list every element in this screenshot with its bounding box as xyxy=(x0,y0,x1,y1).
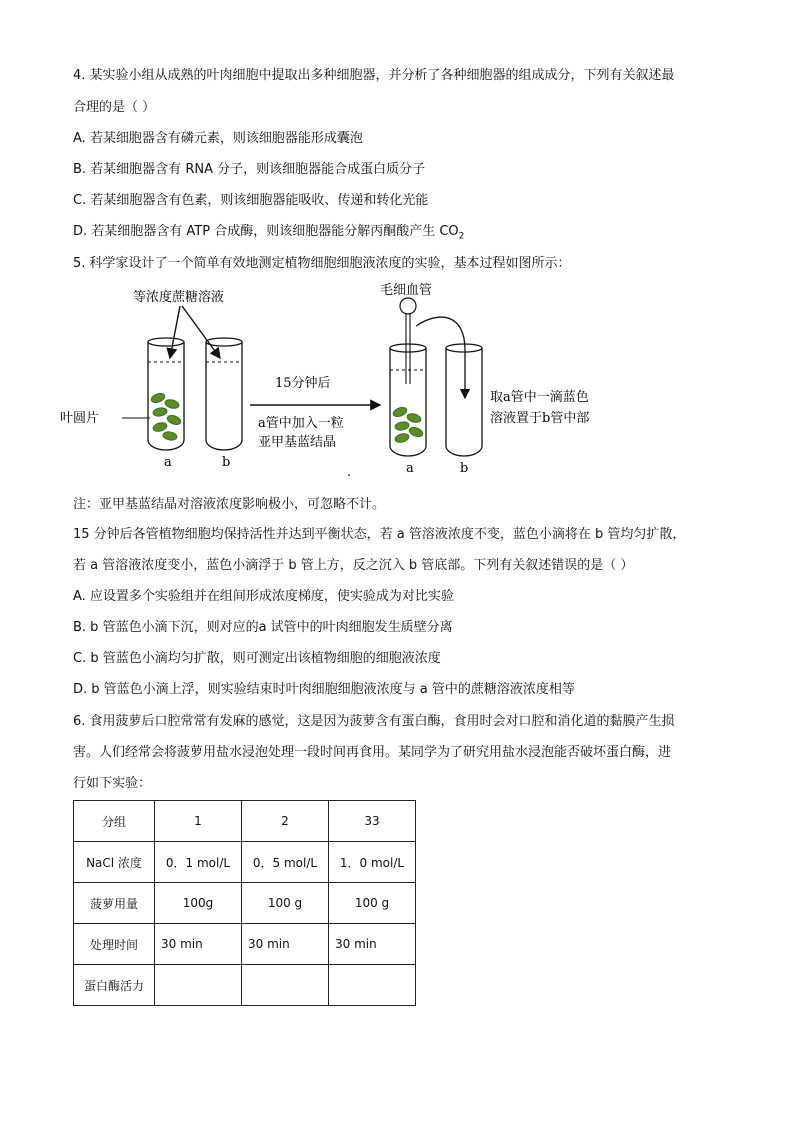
label-tube-b-left: b xyxy=(222,455,231,470)
q4-option-d-subscript: 2 xyxy=(458,231,465,242)
q4-option-a: A. 若某细胞器含有磷元素，则该细胞器能形成囊泡 xyxy=(73,131,363,146)
arrow-to-tube-b xyxy=(182,306,220,358)
q5-option-d: D. b 管蓝色小滴上浮，则实验结束时叶肉细胞细胞液浓度与 a 管中的蔗糖溶液浓度相等 xyxy=(73,682,575,697)
q5-option-c: C. b 管蓝色小滴均匀扩散，则可测定出该植物细胞的细胞液浓度 xyxy=(73,651,441,666)
table-cell xyxy=(329,965,416,1006)
table-row xyxy=(74,883,416,924)
table-cell: 0．5 mol/L xyxy=(242,842,329,883)
table-cell: 30 min xyxy=(329,924,416,965)
q6-stem-line2: 害。人们经常会将菠萝用盐水浸泡处理一段时间再食用。某同学为了研究用盐水浸泡能否破坏蛋白酶，进 xyxy=(73,745,672,760)
q4-option-d xyxy=(73,223,464,246)
label-tube-b-right: b xyxy=(460,461,469,476)
leaf-discs-right xyxy=(392,406,424,444)
table-cell: 蛋白酶活力 xyxy=(74,965,155,1006)
q5-option-b: B. b 管蓝色小滴下沉，则对应的a 试管中的叶肉细胞发生质壁分离 xyxy=(73,620,453,635)
q5-figure xyxy=(60,280,720,480)
q4-stem-line1: 4. 某实验小组从成熟的叶肉细胞中提取出多种细胞器，并分析了各种细胞器的组成成分，下列有关叙述最 xyxy=(73,68,675,83)
label-sucrose-solution: 等浓度蔗糖溶液 xyxy=(133,290,225,305)
label-add-crystal-2: 亚甲基蓝结晶 xyxy=(258,435,337,450)
tube-b-right xyxy=(446,344,482,456)
table-cell: 100g xyxy=(155,883,242,924)
table-cell: NaCl 浓度 xyxy=(74,842,155,883)
table-cell: 菠萝用量 xyxy=(74,883,155,924)
q5-stem: 5. 科学家设计了一个简单有效地测定植物细胞细胞液浓度的实验，基本过程如图所示： xyxy=(73,256,571,271)
table-cell: 30 min xyxy=(242,924,329,965)
table-cell: 分组 xyxy=(74,801,155,842)
table-cell: 100 g xyxy=(242,883,329,924)
table-cell: 100 g xyxy=(329,883,416,924)
q5-desc-line1: 15 分钟后各管植物细胞均保持活性并达到平衡状态，若 a 管溶液浓度不变，蓝色小滴将在 b 管均匀扩散， xyxy=(73,527,686,542)
label-add-crystal-1: a管中加入一粒 xyxy=(258,416,344,431)
q5-note: 注：亚甲基蓝结晶对溶液浓度影响极小，可忽略不计。 xyxy=(73,497,386,512)
figure-dot: . xyxy=(347,465,352,480)
q4-option-b: B. 若某细胞器含有 RNA 分子，则该细胞器能合成蛋白质分子 xyxy=(73,162,426,177)
q6-stem-line1: 6. 食用菠萝后口腔常常有发麻的感觉，这是因为菠萝含有蛋白酶，食用时会对口腔和消化道的黏膜产生损 xyxy=(73,714,675,729)
q4-option-c: C. 若某细胞器含有色素，则该细胞器能吸收、传递和转化光能 xyxy=(73,193,429,208)
q4-option-d-text: D. 若某细胞器含有 ATP 合成酶，则该细胞器能分解丙酮酸产生 CO xyxy=(73,224,459,239)
table-cell: 2 xyxy=(242,801,329,842)
q5-option-a: A. 应设置多个实验组并在组间形成浓度梯度，使实验成为对比实验 xyxy=(73,589,454,604)
table-cell: 处理时间 xyxy=(74,924,155,965)
table-cell xyxy=(155,965,242,1006)
label-leaf-disc: 叶圆片 xyxy=(60,411,100,426)
table-cell xyxy=(242,965,329,1006)
q5-desc-line2: 若 a 管溶液浓度变小，蓝色小滴浮于 b 管上方，反之沉入 b 管底部。下列有关叙述错误的是（ ） xyxy=(73,558,634,573)
tube-b-left xyxy=(206,338,242,450)
label-15-minutes: 15分钟后 xyxy=(275,376,331,391)
label-take-drop-2: 溶液置于b管中部 xyxy=(490,411,590,426)
transfer-arrow xyxy=(416,317,465,398)
capillary-tube xyxy=(400,298,416,384)
table-row xyxy=(74,842,416,883)
label-tube-a-right: a xyxy=(406,461,414,476)
table-row xyxy=(74,965,416,1006)
table-cell: 33 xyxy=(329,801,416,842)
table-cell: 30 min xyxy=(155,924,242,965)
arrow-to-tube-a xyxy=(170,306,180,358)
label-tube-a-left: a xyxy=(164,455,172,470)
leaf-discs-left xyxy=(150,392,182,441)
table-cell: 1 xyxy=(155,801,242,842)
table-row xyxy=(74,801,416,842)
table-cell: 1．0 mol/L xyxy=(329,842,416,883)
experiment-diagram xyxy=(60,280,720,480)
label-take-drop-1: 取a管中一滴蓝色 xyxy=(490,390,589,405)
q4-stem-line2: 合理的是（ ） xyxy=(73,100,156,115)
q6-stem-line3: 行如下实验： xyxy=(73,776,152,791)
table-cell: 0．1 mol/L xyxy=(155,842,242,883)
experiment-table xyxy=(73,800,416,1006)
table-row xyxy=(74,924,416,965)
label-capillary: 毛细血管 xyxy=(380,283,433,298)
